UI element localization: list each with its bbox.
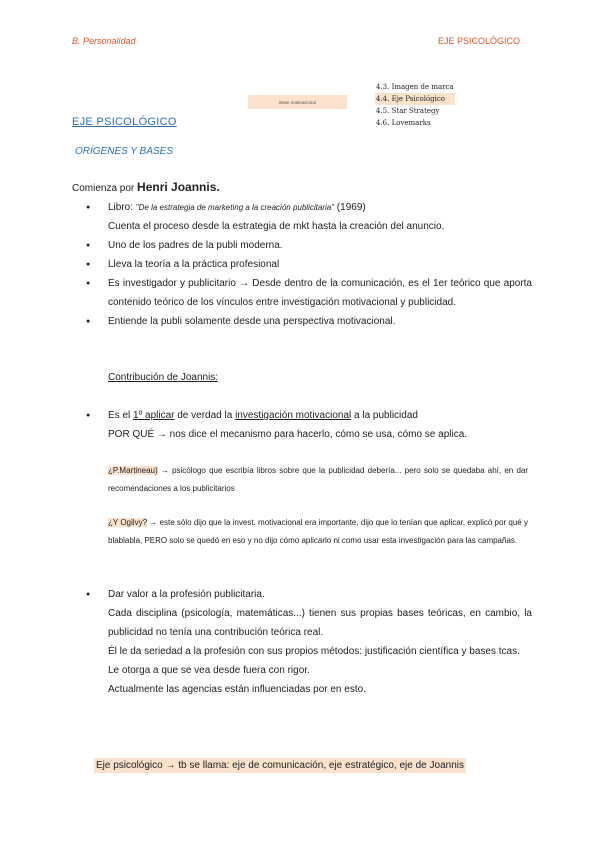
header-left: B. Personalidad xyxy=(72,36,136,46)
toc-item: 4.5. Star Strategy xyxy=(376,107,440,115)
header-right: EJE PSICOLÓGICO xyxy=(438,36,521,46)
toc-item: 4.3. Imagen de marca xyxy=(376,83,454,91)
note-ogilvy: ¿Y Ogilvy? → este sólo dijo que la invest. motivacional era importante, dijo que lo tenían que aplicar, explicó por qué y blablabla, PERO solo se quedó en eso y no dijo cómo aplicarlo ni como usar esta investigación para las campañas. xyxy=(108,518,528,545)
intro-prefix: Comienza por xyxy=(72,183,138,194)
bullet-list-3 xyxy=(86,585,532,699)
summary-highlight: Eje psicológico → tb se llama: eje de comunicación, eje estratégico, eje de Joannis xyxy=(96,760,464,771)
toc-item-active: 4.4. Eje Psicológico xyxy=(375,93,455,105)
author-name: Henri Joannis. xyxy=(137,180,220,194)
bullet-list-2 xyxy=(86,406,532,444)
list-item: ● Uno de los padres de la publi moderna. xyxy=(86,236,532,255)
intro-line xyxy=(72,180,220,194)
list-item: ● Entiende la publi solamente desde una perspectiva motivacional. xyxy=(86,312,532,331)
section-title: EJE PSICOLÓGICO xyxy=(72,116,177,128)
list-item: ● Libro: "De la estrategia de marketing a la creación publicitaria" (1969) Cuenta el proceso desde la estrategia de mkt hasta la creación del anuncio. xyxy=(86,198,532,236)
list-item: ● Lleva la teoría a la práctica profesional xyxy=(86,255,532,274)
note-mark: ¿Y Ogilvy? xyxy=(108,518,148,527)
note-martineau: ¿P.Martineau) → psicólogo que escribía libros sobre que la publicidad debería... pero solo se quedaba ahí, en dar recomendaciones a los publicitarios xyxy=(108,466,528,493)
list-item: ● Es investigador y publicitario → Desde dentro de la comunicación, es el 1er teórico que aporta contenido teórico de los vínculos entre investigación motivacional y publicidad. xyxy=(86,274,532,312)
list-item: ● Es el 1º aplicar de verdad la investigación motivacional a la publicidad POR QUÉ → nos dice el mecanismo para hacerlo, cómo se usa, cómo se aplica. xyxy=(86,406,532,444)
toc-item: 4.6. Lovemarks xyxy=(376,119,431,127)
toc-list xyxy=(375,81,455,129)
list-item: ● Dar valor a la profesión publicitaria. Cada disciplina (psicología, matemáticas...) tienen sus propias bases teóricas, en cambio, la publicidad no tenía una contribución teórica real. Él le da seriedad a la profesión con sus propios métodos: justificación científica y bases tcas. Le otorga a que se vea desde fuera con rigor. Actualmente las agencias están influenciadas por en esto. xyxy=(86,585,532,699)
highlight-box: Base motivacional xyxy=(248,95,347,109)
contribution-title: Contribución de Joannis: xyxy=(108,372,219,383)
note-mark: ¿P.Martineau) xyxy=(108,466,158,475)
book-title: "De la estrategia de marketing a la creación publicitaria" xyxy=(135,203,335,212)
subsection-title: ORÍGENES Y BASES xyxy=(75,146,174,157)
bullet-list-1 xyxy=(86,198,532,331)
